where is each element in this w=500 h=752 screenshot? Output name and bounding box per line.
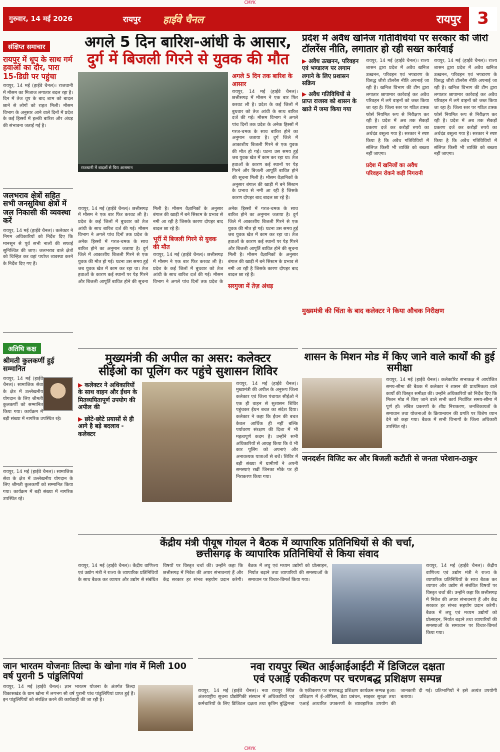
lead-headline-1: अगले 5 दिन बारिश-आंधी के आसार, [84, 34, 292, 51]
minister-headline-2: छत्तीसगढ़ के व्यापारिक प्रतिनिधियों से किया संवाद [196, 549, 379, 561]
right-bottom-head: मुख्यमंत्री की चिंता के बाद कलेक्टर ने किया औचक निरीक्षण [302, 307, 445, 316]
lead-story [78, 34, 298, 344]
second-story [78, 348, 298, 530]
minister-columns [78, 564, 328, 644]
left-top-story [3, 34, 73, 184]
mission-story [302, 348, 497, 530]
left-mid-story [3, 188, 73, 328]
section-label: संक्षिप्त समाचार [3, 41, 50, 52]
story-body: रायपुर, 14 मई (हाईवे चैनल)। कलेक्टर ने निगम अधिकारियों को निर्देश दिए कि मानसून से पूर्व सभी नालों की सफाई सुनिश्चित की जाए। जलभराव वाले क्षेत्रों को चिन्हित कर वहां पर्याप्त व्यवस्था करने के निर्देश दिए गए हैं। [3, 228, 73, 267]
lead-body-side: रायपुर, 14 मई (हाईवे चैनल)। छत्तीसगढ़ में मौसम ने एक बार फिर करवट ली है। प्रदेश के कई जिलों में बुधवार को तेज आंधी के साथ बारिश दर्ज की गई। मौसम विभाग ने अगले पांच दिनों तक प्रदेश के अनेक हिस्सों में गरज-चमक के साथ बारिश होने का अनुमान जताया है। दुर्ग जिले में आकाशीय बिजली गिरने से एक युवक की मौत हो गई। घटना उस समय हुई जब युवक खेत में काम कर रहा था। तेज हवाओं के कारण कई स्थानों पर पेड़ गिरने और बिजली आपूर्ति बाधित होने की सूचना मिली है। मौसम वैज्ञानिकों के अनुसार बंगाल की खाड़ी में बने सिस्टम के प्रभाव से नमी आ रही है जिसके कारण दोपहर बाद बादल छा रहे हैं। [232, 89, 298, 202]
lead-columns [78, 207, 298, 344]
lead-subhead-3: सरगुजा में तेज़ अंधड़ [228, 282, 274, 290]
left-bottom-body: रायपुर, 14 मई (हाईवे चैनल)। ज्ञान भारतम योजना के अंतर्गत तिल्दा विकासखंड के ग्राम खोना में लगभग सौ वर्ष पुरानी पांच पांडुलिपियां प्राप्त हुई हैं। इन पांडुलिपियों को संरक्षित करने की कार्यवाही की जा रही है। [3, 685, 135, 704]
left-bottom-story [3, 658, 193, 744]
second-body: रायपुर, 14 मई (हाईवे चैनल)। मुख्यमंत्री की अपील के अनुरूप जिला कलेक्टर एवं जिला पंचायत सीईओ ने एक ही वाहन से सुशासन शिविर पहुंचकर ईंधन बचत का संदेश दिया। कलेक्टर ने कहा कि ईंधन की बचत केवल आर्थिक ही नहीं बल्कि पर्यावरण संरक्षण की दिशा में भी महत्वपूर्ण कदम है। उन्होंने सभी अधिकारियों से आग्रह किया कि वे भी कार पूलिंग को अपनाएं और अनावश्यक यात्राओं से बचें। शिविर में बड़ी संख्या में ग्रामीणों ने अपनी समस्याएं रखीं जिनका मौके पर ही निराकरण किया गया। [236, 381, 298, 480]
mission-headline: शासन के मिशन मोड में किए जाने वाले कार्यों की हुई समीक्षा [304, 352, 495, 375]
lead-body-2: रायपुर, 14 मई (हाईवे चैनल)। छत्तीसगढ़ में मौसम ने एक बार फिर करवट ली है। प्रदेश के कई जिलों में बुधवार को तेज आंधी के साथ बारिश दर्ज की गई। मौसम विभाग ने अगले पांच दिनों तक प्रदेश के अनेक हिस्सों में गरज-चमक के साथ बारिश होने का अनुमान जताया है। दुर्ग जिले में आकाशीय बिजली गिरने से एक युवक की मौत हो गई। घटना उस समय हुई जब युवक खेत में काम कर रहा था। तेज हवाओं के कारण कई स्थानों पर पेड़ गिरने और बिजली आपूर्ति बाधित होने की सूचना मिली है। मौसम वैज्ञानिकों के अनुसार बंगाल की खाड़ी में बने सिस्टम के प्रभाव से नमी आ रही है जिसके कारण दोपहर बाद बादल छा रहे हैं। [153, 206, 298, 285]
second-headline-2: सीईओ का पूलिंग कर पहुंचे सुशासन शिविर [98, 363, 278, 378]
story-headline: श्रीमती कुलकर्णी हुई सम्मानित [3, 357, 55, 373]
right-columns [366, 59, 497, 304]
second-bullet-1: ▶ कलेक्टर ने अधिकारियों के साथ वाहन और ईंधन के मितव्ययितापूर्ण उपयोग की अपील की [78, 381, 138, 412]
minister-body: रायपुर, 14 मई (हाईवे चैनल)। केंद्रीय वाणिज्य एवं उद्योग मंत्री ने राज्य के व्यापारिक प्रतिनिधियों के साथ बैठक कर व्यापार और उद्योग से संबंधित विषयों पर विस्तृत चर्चा की। उन्होंने कहा कि छत्तीसगढ़ में निवेश की अपार संभावनाएं हैं और केंद्र सरकार हर संभव सहयोग प्रदान करेगी। बैठक में लघु एवं मध्यम उद्योगों को प्रोत्साहन, निर्यात बढ़ाने तथा व्यापारियों की समस्याओं के समाधान पर विचार-विमर्श किया गया। [78, 564, 328, 583]
iiit-headline-1: नवा रायपुर स्थित आईआईआईटी में डिजिटल दक्षता [250, 661, 445, 673]
right-body-2: रायपुर, 14 मई (हाईवे चैनल)। राज्य शासन द्वारा प्रदेश में अवैध खनिज उत्खनन, परिवहन एवं भण्डारण के विरुद्ध जीरो टॉलरेंस नीति अपनाई जा रही है। खनिज विभाग की टीम द्वारा लगातार छापामार कार्रवाई कर अवैध परिवहन में लगे वाहनों को जब्त किया जा रहा है। जिला स्तर पर गठित टास्क फोर्स नियमित रूप से निरीक्षण कर रही है। प्रदेश में अब तक सैकड़ों प्रकरण दर्ज कर करोड़ों रुपये का अर्थदंड वसूला गया है। सरकार ने स्पष्ट किया है कि अवैध गतिविधियों में संलिप्त किसी भी व्यक्ति को बख्शा नहीं जाएगा। [434, 59, 497, 158]
iiit-headline-2: एवं एआई एकीकरण पर चरणबद्ध प्रशिक्षण सम्पन्न [253, 672, 442, 685]
story-body: रायपुर, 14 मई (हाईवे चैनल)। सामाजिक सेवा के क्षेत्र में उल्लेखनीय योगदान के लिए श्रीमती कुलकर्णी को सम्मानित किया गया। कार्यक्रम में बड़ी संख्या में नागरिक उपस्थित रहे। [3, 376, 62, 422]
meeting-photo [142, 382, 232, 502]
header-date: गुरुवार, 14 मई 2026 [9, 14, 73, 23]
right-subhead: प्रदेश में खनिजों का अवैध परिवहन रोकने कड़ी निगरानी [366, 163, 423, 178]
left-bottom-headline: जान भारतम योजनाः तिल्दा के खोना गांव में मिली 100 वर्ष पुरानी 5 पांडुलिपियां [3, 662, 187, 683]
second-bullet-2: ▶ छोटे-छोटे प्रयासों से ही आगे है बड़े बदलाव - कलेक्टर [78, 415, 134, 438]
second-headline-1: मुख्यमंत्री की अपील का असर: कलेक्टर [105, 351, 271, 365]
story-body: रायपुर, 14 मई (हाईवे चैनल)। राजधानी में मौसम का मिजाज लगातार बदल रहा है। दिन में तेज धूप के बाद शाम को बादल छाने से लोगों को राहत मिली। मौसम विभाग के अनुसार आने वाले दिनों में प्रदेश के कई हिस्सों में हल्की बारिश और अंधड़ की संभावना जताई गई है। [3, 84, 73, 130]
page-header [3, 7, 497, 31]
right-top-story [302, 34, 497, 344]
person-photo [43, 377, 73, 411]
lead-body: रायपुर, 14 मई (हाईवे चैनल)। छत्तीसगढ़ में मौसम ने एक बार फिर करवट ली है। प्रदेश के कई जिलों में बुधवार को तेज आंधी के साथ बारिश दर्ज की गई। मौसम विभाग ने अगले पांच दिनों तक प्रदेश के अनेक हिस्सों में गरज-चमक के साथ बारिश होने का अनुमान जताया है। दुर्ग जिले में आकाशीय बिजली गिरने से एक युवक की मौत हो गई। घटना उस समय हुई जब युवक खेत में काम कर रहा था। तेज हवाओं के कारण कई स्थानों पर पेड़ गिरने और बिजली आपूर्ति बाधित होने की सूचना मिली है। मौसम वैज्ञानिकों के अनुसार बंगाल की खाड़ी में बने सिस्टम के प्रभाव से नमी आ रही है जिसके कारण दोपहर बाद बादल छा रहे हैं। [78, 206, 223, 285]
review-meeting-photo [302, 378, 382, 448]
left-mid2-story [3, 332, 73, 462]
story-headline: जलभराव क्षेत्रों सहित सभी जनसुविधा क्षेत्रों में जल निकासी की व्यवस्था करें [3, 191, 71, 226]
right-body: रायपुर, 14 मई (हाईवे चैनल)। राज्य शासन द्वारा प्रदेश में अवैध खनिज उत्खनन, परिवहन एवं भण्डारण के विरुद्ध जीरो टॉलरेंस नीति अपनाई जा रही है। खनिज विभाग की टीम द्वारा लगातार छापामार कार्रवाई कर अवैध परिवहन में लगे वाहनों को जब्त किया जा रहा है। जिला स्तर पर गठित टास्क फोर्स नियमित रूप से निरीक्षण कर रही है। प्रदेश में अब तक सैकड़ों प्रकरण दर्ज कर करोड़ों रुपये का अर्थदंड वसूला गया है। सरकार ने स्पष्ट किया है कि अवैध गतिविधियों में संलिप्त किसी भी व्यक्ति को बख्शा नहीं जाएगा। [366, 59, 429, 158]
page-number: 3 [469, 7, 497, 31]
cmyk-marker-bottom: CMYK [244, 746, 256, 751]
header-section: रायपुर [436, 12, 461, 26]
iiit-body: रायपुर, 14 मई (हाईवे चैनल)। नवा रायपुर स्थित अंतरराष्ट्रीय सूचना प्रौद्योगिकी संस्थान में अधिकारियों एवं कर्मचारियों के लिए डिजिटल दक्षता तथा कृत्रिम बुद्धिमत्ता के एकीकरण पर चरणबद्ध प्रशिक्षण कार्यक्रम सम्पन्न हुआ। प्रशिक्षण में ई-ऑफिस, डेटा प्रबंधन, साइबर सुरक्षा तथा एआई आधारित उपकरणों के व्यावहारिक उपयोग की जानकारी दी गई। प्रतिभागियों ने इसे अत्यंत उपयोगी बताया। [198, 688, 497, 707]
minister-photo [332, 564, 422, 644]
lead-photo [78, 72, 228, 172]
section-label: अतिथि कक्ष [3, 343, 41, 354]
left-filler-story [3, 466, 73, 654]
header-brand: हाईवे चैनल [163, 15, 204, 26]
minister-body-2: रायपुर, 14 मई (हाईवे चैनल)। केंद्रीय वाणिज्य एवं उद्योग मंत्री ने राज्य के व्यापारिक प्रतिनिधियों के साथ बैठक कर व्यापार और उद्योग से संबंधित विषयों पर विस्तृत चर्चा की। उन्होंने कहा कि छत्तीसगढ़ में निवेश की अपार संभावनाएं हैं और केंद्र सरकार हर संभव सहयोग प्रदान करेगी। बैठक में लघु एवं मध्यम उद्योगों को प्रोत्साहन, निर्यात बढ़ाने तथा व्यापारियों की समस्याओं के समाधान पर विचार-विमर्श किया गया। [426, 564, 497, 636]
iiit-columns [198, 689, 497, 735]
photo-caption: राजधानी में बादलों से घिरा आसमान [78, 164, 228, 172]
right-headline: प्रदेश में अवैध खनिज गतिविधियों पर सरकार की जीरो टॉलरेंस नीति, लगातार हो रही सख्त कार्रवाई [302, 34, 489, 55]
cmyk-marker-top: CMYK [244, 0, 256, 5]
iiit-story [198, 658, 497, 744]
right-bullet-2: ▶ अवैध गतिविधियों से प्राप्त राजस्व को शासन के खाते में जमा किया गया [302, 92, 357, 113]
right-bullet-1: ▶ अवैध उत्खनन, परिवहन एवं भण्डारण पर लगाम लगाने के लिए प्रशासन सक्रिय [302, 59, 359, 87]
lead-headline-2: दुर्ग में बिजली गिरने से युवक की मौत [87, 49, 289, 68]
mission-right-head: जनदर्शन विजिट कर और बिजली कटौती से जनता परेशान-ठाकुर [302, 452, 497, 463]
left-filler-body: रायपुर, 14 मई (हाईवे चैनल)। सामाजिक सेवा के क्षेत्र में उल्लेखनीय योगदान के लिए श्रीमती कुलकर्णी को सम्मानित किया गया। कार्यक्रम में बड़ी संख्या में नागरिक उपस्थित रहे। [3, 470, 73, 502]
story-headline: रायपुर में धूप के साथ गर्म हवाओं का दौर, पारा 15-डिग्री पर पहुंचा [3, 55, 73, 81]
minister-story [78, 534, 497, 654]
lead-subhead-1: अगले 5 दिन तक बारिश के आसार [232, 72, 293, 88]
minister-headline-1: केंद्रीय मंत्री पीयूष गोयल ने बैठक में व्यापारिक प्रतिनिधियों से की चर्चा, [160, 538, 415, 549]
lead-subhead-2: भूर्री में बिजली गिरने से युवक की मौत [153, 236, 217, 252]
header-city: रायपुर [123, 14, 141, 24]
manuscript-photo [138, 685, 193, 731]
mission-body: रायपुर, 14 मई (हाईवे चैनल)। कलेक्टोरेट सभाकक्ष में आयोजित समय-सीमा की बैठक में कलेक्टर ने शासन की प्राथमिकता वाले कार्यों की विस्तृत समीक्षा की। उन्होंने अधिकारियों को निर्देश दिए कि मिशन मोड में किए जाने वाले सभी कार्य निर्धारित समय-सीमा में पूर्ण हों। लंबित प्रकरणों के शीघ्र निराकरण, जनशिकायतों के समाधान तथा योजनाओं के क्रियान्वयन की प्रगति पर विशेष ध्यान देने को कहा गया। बैठक में सभी विभागों के जिला अधिकारी उपस्थित रहे। [386, 378, 497, 430]
